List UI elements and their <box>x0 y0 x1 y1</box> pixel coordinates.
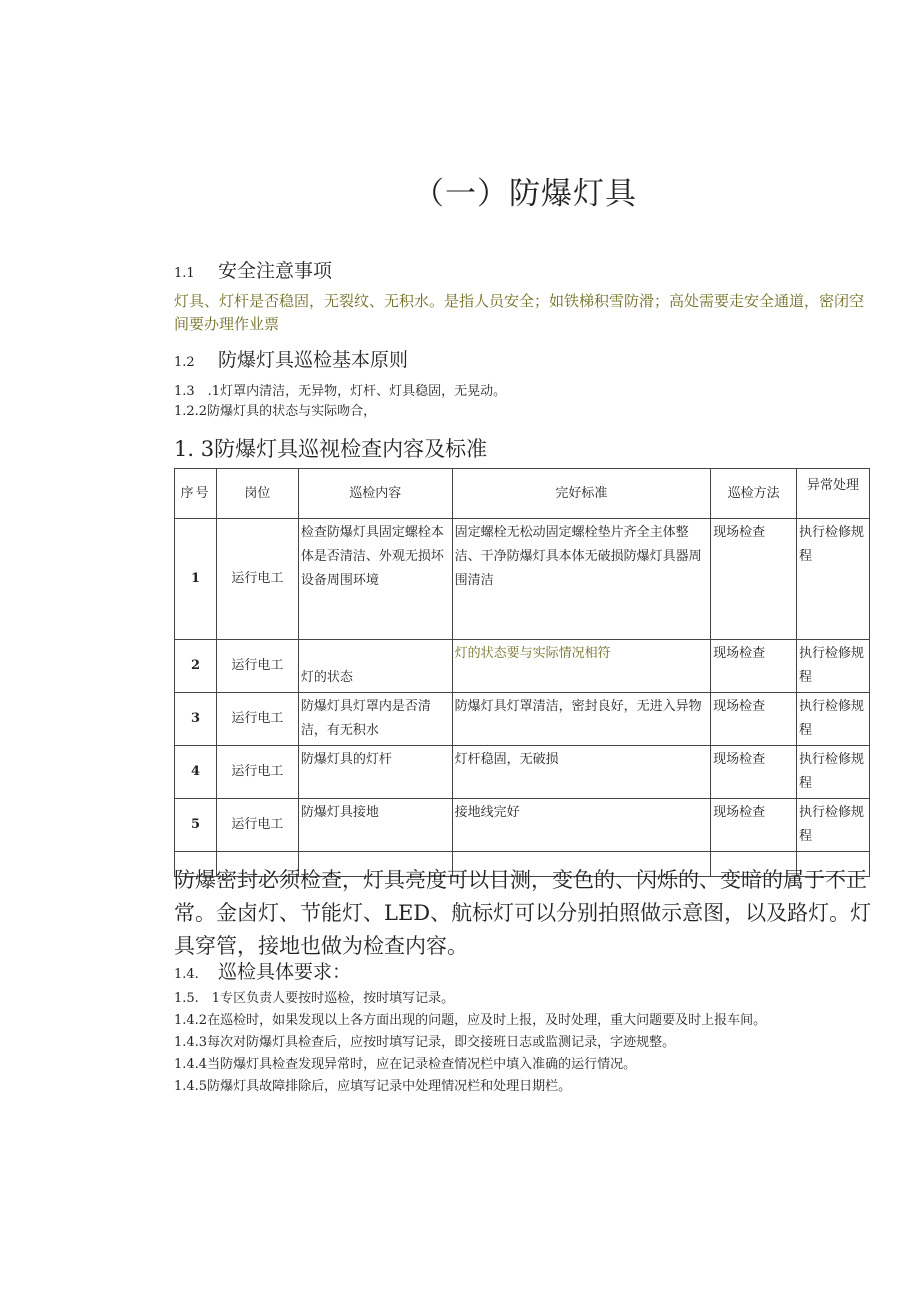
list-item: 1.4.3每次对防爆灯具检查后，应按时填写记录，即交接班日志或监测记录，字迹规整。 <box>174 1035 676 1050</box>
row-number: 1 <box>175 519 217 640</box>
section-heading: 巡检具体要求： <box>218 961 352 983</box>
principle-line-2: 1.2.2防爆灯具的状态与实际吻合， <box>174 404 377 419</box>
section-heading: 防爆灯具巡检基本原则 <box>218 349 409 371</box>
list-item: 1.4.2在巡检时，如果发现以上各方面出现的问题，应及时上报，及时处理，重大问题要及时上报车间。 <box>174 1013 767 1028</box>
table-row <box>175 519 870 640</box>
row-number: 4 <box>175 746 217 799</box>
row-method: 现场检查 <box>711 799 797 852</box>
row-method: 现场检查 <box>711 640 797 693</box>
table-header-row <box>175 469 870 519</box>
row-post: 运行电工 <box>216 799 298 852</box>
row-content: 防爆灯具接地 <box>298 799 452 852</box>
row-handle: 执行检修规程 <box>797 746 870 799</box>
section-1-4 <box>174 957 351 984</box>
row-standard: 接地线完好 <box>452 799 711 852</box>
row-handle: 执行检修规程 <box>797 799 870 852</box>
header-cell: 巡检方法 <box>711 469 797 519</box>
list-item: 1.4.5防爆灯具故障排除后，应填写记录中处理情况栏和处理日期栏。 <box>174 1079 572 1094</box>
row-method: 现场检查 <box>711 746 797 799</box>
header-cell: 巡检内容 <box>298 469 452 519</box>
row-standard: 防爆灯具灯罩清洁，密封良好，无进入异物 <box>452 693 711 746</box>
header-cell: 完好标准 <box>452 469 711 519</box>
row-number: 3 <box>175 693 217 746</box>
header-cell: 异常处理 <box>797 469 870 519</box>
section-1-2 <box>174 345 408 372</box>
row-content: 灯的状态 <box>298 640 452 693</box>
section-heading: 安全注意事项 <box>218 260 333 282</box>
sealing-paragraph: 防爆密封必须检查，灯具亮度可以目测，变色的、闪烁的、变暗的属于不正常。金卤灯、节能灯、LED、航标灯可以分别拍照做示意图，以及路灯。灯具穿管，接地也做为检查内容。 <box>174 868 872 958</box>
row-standard: 灯的状态要与实际情况相符 <box>452 640 711 693</box>
row-handle: 执行检修规程 <box>797 693 870 746</box>
list-item: 1.4.4当防爆灯具检查发现异常时，应在记录检查情况栏中填入准确的运行情况。 <box>174 1057 637 1072</box>
page-title: （一）防爆灯具 <box>413 176 637 212</box>
row-standard: 固定螺栓无松动固定螺栓垫片齐全主体整洁、干净防爆灯具本体无破损防爆灯具器周围清洁 <box>452 519 711 640</box>
section-number: 1.2 <box>174 355 195 370</box>
safety-note: 灯具、灯杆是否稳固，无裂纹、无积水。是指人员安全；如铁梯积雪防滑；高处需要走安全通道，密闭空间要办理作业票 <box>174 292 865 333</box>
table-row <box>175 693 870 746</box>
row-number: 5 <box>175 799 217 852</box>
row-post: 运行电工 <box>216 746 298 799</box>
row-content: 检查防爆灯具固定螺栓本体是否清洁、外观无损坏 设备周围环境 <box>298 519 452 640</box>
header-cell: 序号 <box>175 469 217 519</box>
row-handle: 执行检修规程 <box>797 519 870 640</box>
section-1-3-heading: 1. 3防爆灯具巡视检查内容及标准 <box>174 437 488 461</box>
row-number: 2 <box>175 640 217 693</box>
row-method: 现场检查 <box>711 693 797 746</box>
row-content: 防爆灯具的灯杆 <box>298 746 452 799</box>
row-method: 现场检查 <box>711 519 797 640</box>
principle-line-1: 1.3 .1灯罩内清洁，无异物，灯杆、灯具稳固，无晃动。 <box>174 384 507 399</box>
section-number: 1.4. <box>174 967 199 982</box>
inspection-table <box>174 468 870 877</box>
row-content: 防爆灯具灯罩内是否清洁，有无积水 <box>298 693 452 746</box>
row-handle: 执行检修规程 <box>797 640 870 693</box>
row-post: 运行电工 <box>216 640 298 693</box>
table-row <box>175 640 870 693</box>
row-post: 运行电工 <box>216 519 298 640</box>
table-row <box>175 746 870 799</box>
header-cell: 岗位 <box>216 469 298 519</box>
section-1-1 <box>174 256 332 283</box>
requirements-list <box>174 988 874 1098</box>
section-number: 1.1 <box>174 266 195 281</box>
list-item: 1.5. 1专区负责人要按时巡检，按时填写记录。 <box>174 991 455 1006</box>
row-post: 运行电工 <box>216 693 298 746</box>
row-standard: 灯杆稳固，无破损 <box>452 746 711 799</box>
table-row <box>175 799 870 852</box>
